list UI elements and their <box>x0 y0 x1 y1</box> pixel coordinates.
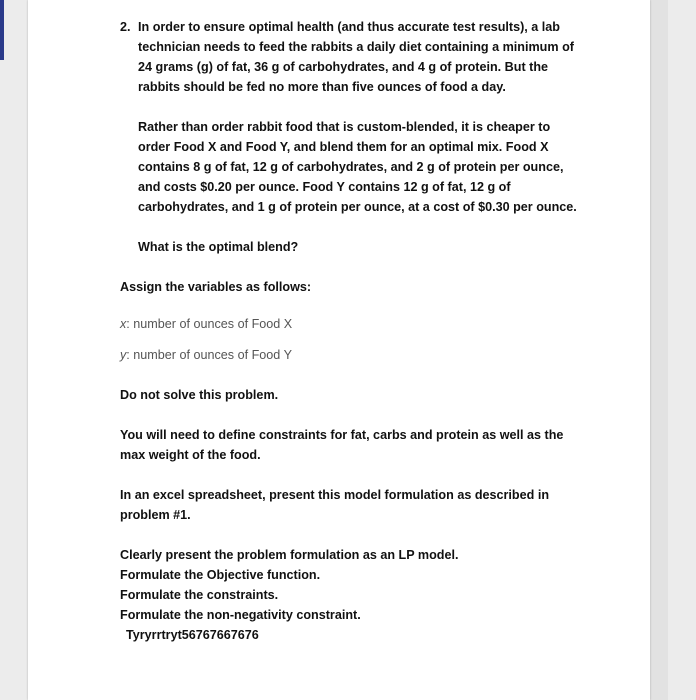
footer-text: Tyryrrtryt56767667676 <box>126 628 259 642</box>
constraints-note-block <box>120 425 590 465</box>
variable-x <box>120 314 590 334</box>
instruction-item: Formulate the constraints. <box>120 588 279 602</box>
problem-number: 2. <box>120 20 131 34</box>
document-page <box>28 0 650 700</box>
problem-paragraph-2: Rather than order rabbit food that is custom-blended, it is cheaper to order Food X and Food Y, and blend them for an optimal mix. Food X contains 8 g of fat, 12 g of carbohydrates, and 2 g of protein per ounce, and costs $0.20 per ounce. Food Y contains 12 g of fat, 12 g of carbohydrates, and 1 g of protein per ounce, at a cost of $0.30 per ounce. <box>138 120 577 214</box>
assign-heading-block <box>120 277 590 297</box>
instruction-item: Clearly present the problem formulation as an LP model. <box>120 548 459 562</box>
assign-heading: Assign the variables as follows: <box>120 280 312 294</box>
problem-paragraph-1: In order to ensure optimal health (and thus accurate test results), a lab technician needs to feed the rabbits a daily diet containing a minimum of 24 grams (g) of fat, 36 g of carbohydrates, and 4 g of protein. But the rabbits should be fed no more than five ounces of food a day. <box>138 20 574 94</box>
variable-x-symbol: x <box>120 317 127 331</box>
page-edge <box>650 0 668 700</box>
do-not-solve: Do not solve this problem. <box>120 388 279 402</box>
excel-note: In an excel spreadsheet, present this model formulation as described in problem #1. <box>120 488 550 522</box>
instruction-item: Formulate the Objective function. <box>120 568 321 582</box>
instruction-item: Formulate the non-negativity constraint. <box>120 608 361 622</box>
constraints-note: You will need to define constraints for fat, carbs and protein as well as the max weight of the food. <box>120 428 564 462</box>
excel-note-block <box>120 485 590 525</box>
left-edge-mark <box>0 0 4 60</box>
variable-x-description: : number of ounces of Food X <box>126 317 293 331</box>
document-content <box>28 0 650 700</box>
variable-y-description: : number of ounces of Food Y <box>126 348 292 362</box>
problem-question: What is the optimal blend? <box>138 240 299 254</box>
do-not-solve-block <box>120 385 590 405</box>
instructions-list <box>120 545 590 645</box>
variable-y-symbol: y <box>120 348 127 362</box>
variable-y <box>120 345 590 365</box>
problem-2 <box>120 17 578 257</box>
